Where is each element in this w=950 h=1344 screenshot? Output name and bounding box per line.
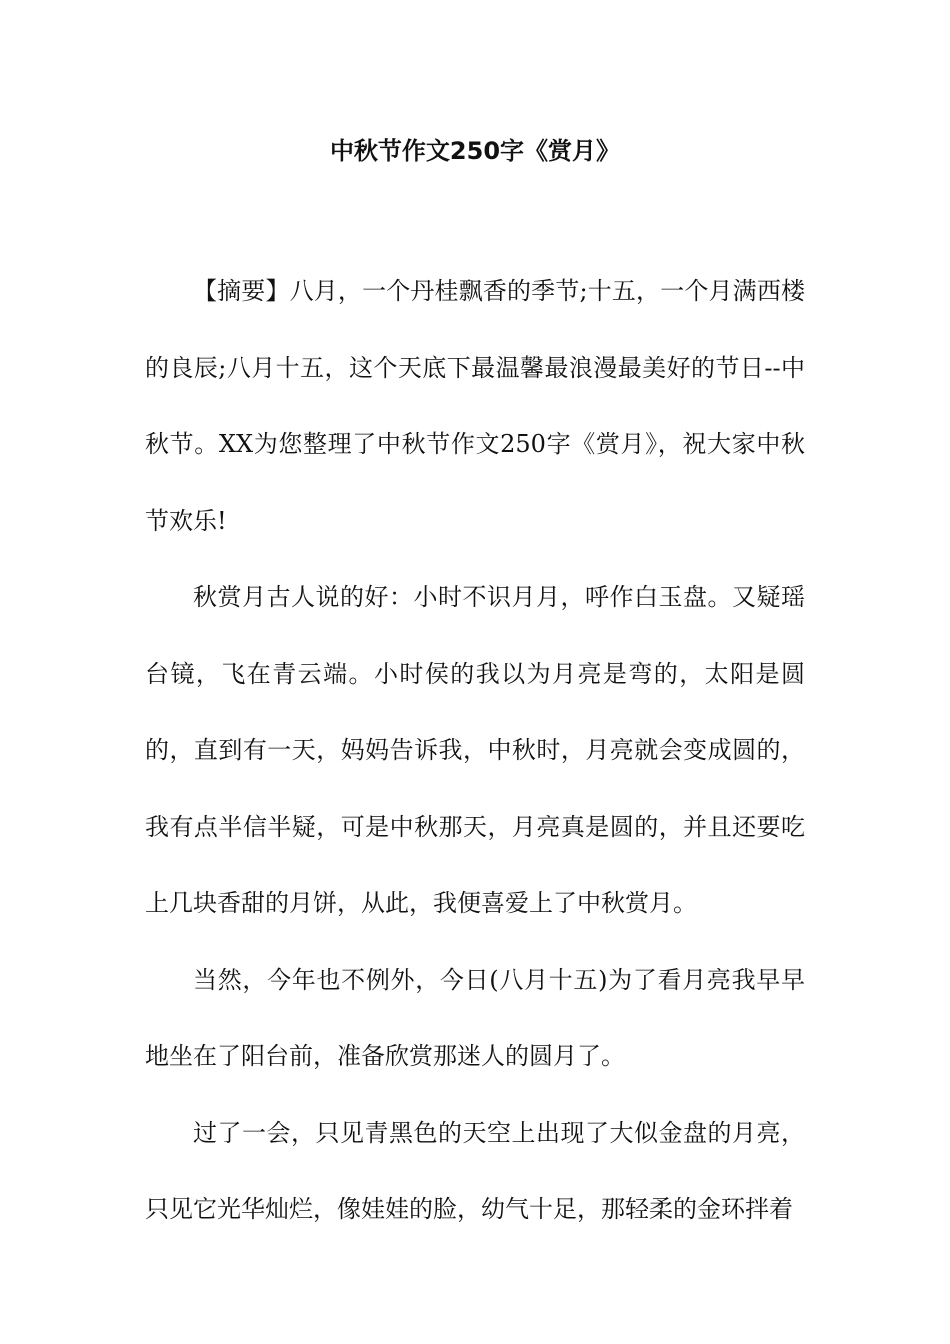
- paragraph-moon-viewing-memory: 秋赏月古人说的好：小时不识月月，呼作白玉盘。又疑瑶台镜，飞在青云端。小时侯的我以为月亮是弯的，太阳是圆的，直到有一天，妈妈告诉我，中秋时，月亮就会变成圆的，我有点半信半疑，可是中秋那天，月亮真是圆的，并且还要吃上几块香甜的月饼，从此，我便喜爱上了中秋赏月。: [145, 583, 805, 917]
- document-title: 中秋节作文250字《赏月》: [329, 137, 621, 165]
- paragraph-this-year: 当然，今年也不例外，今日(八月十五)为了看月亮我早早地坐在了阳台前，准备欣赏那迷人的圆月了。: [145, 965, 805, 1070]
- paragraph-abstract: 【摘要】八月，一个丹桂飘香的季节;十五，一个月满西楼的良辰;八月十五，这个天底下最温馨最浪漫最美好的节日--中秋节。XX为您整理了中秋节作文250字《赏月》，祝大家中秋节欢乐!: [145, 277, 805, 535]
- paragraph-moon-rises: 过了一会，只见青黑色的天空上出现了大似金盘的月亮，只见它光华灿烂，像娃娃的脸，幼气十足，那轻柔的金环拌着: [145, 1118, 805, 1223]
- document-body: [145, 253, 805, 1248]
